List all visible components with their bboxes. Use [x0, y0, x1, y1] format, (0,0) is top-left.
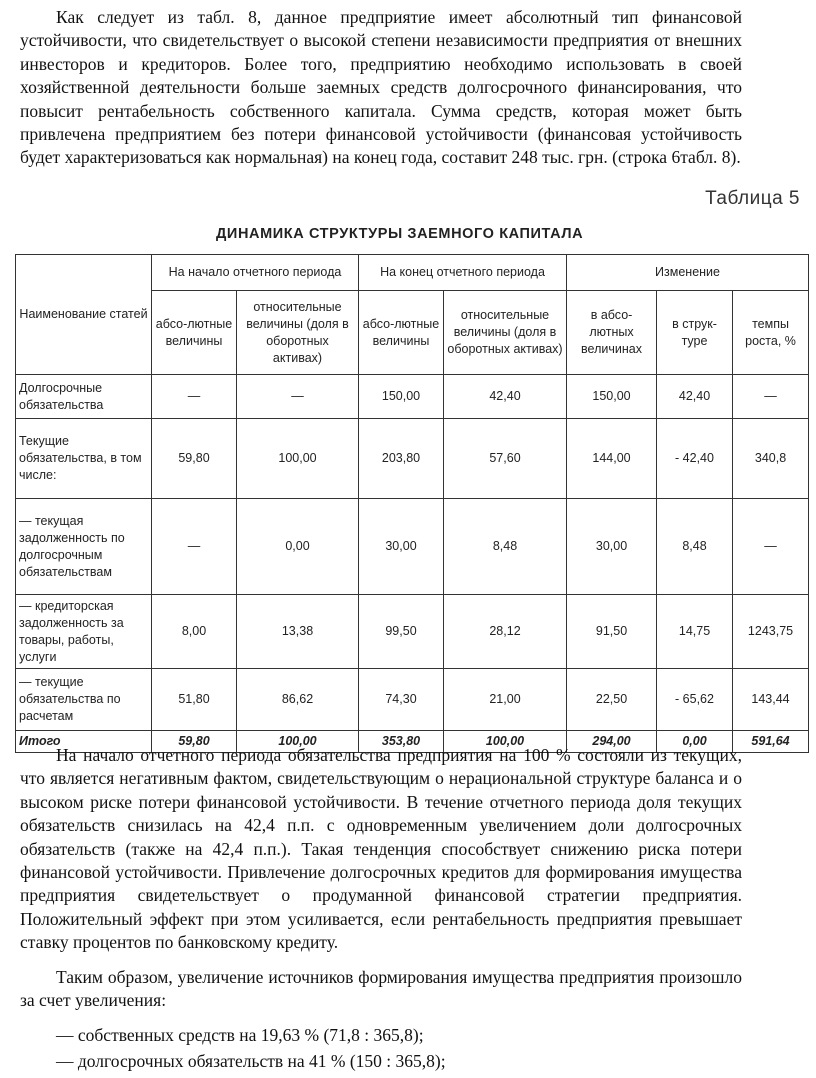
table-row — [16, 499, 809, 595]
row-label: — текущие обязательства по расчетам — [16, 669, 152, 731]
header-change-abs: в абсо-лютных величинах — [567, 291, 657, 375]
header-name: Наименование статей — [16, 255, 152, 375]
table-cell: 22,50 — [567, 669, 657, 731]
table-cell: 100,00 — [237, 731, 359, 753]
table-cell: 57,60 — [444, 419, 567, 499]
header-start: На начало отчетного периода — [152, 255, 359, 291]
table-cell: 30,00 — [359, 499, 444, 595]
table-cell: 1243,75 — [733, 595, 809, 669]
table-cell: 340,8 — [733, 419, 809, 499]
header-start-abs: абсо-лютные величины — [152, 291, 237, 375]
table-cell: — — [152, 499, 237, 595]
table-row — [16, 375, 809, 419]
table-cell: 28,12 — [444, 595, 567, 669]
header-change: Изменение — [567, 255, 809, 291]
table-cell: 42,40 — [657, 375, 733, 419]
header-end-rel: относительные величины (доля в оборотных активах) — [444, 291, 567, 375]
table-cell: 51,80 — [152, 669, 237, 731]
table-cell: — — [733, 375, 809, 419]
table-cell: 0,00 — [657, 731, 733, 753]
table-cell: — — [152, 375, 237, 419]
table-cell: 21,00 — [444, 669, 567, 731]
header-start-rel: относительные величины (доля в оборотных активах) — [237, 291, 359, 375]
header-end: На конец отчетного периода — [359, 255, 567, 291]
table-cell: 100,00 — [237, 419, 359, 499]
table-row — [16, 595, 809, 669]
table-cell: 59,80 — [152, 419, 237, 499]
table-cell: 74,30 — [359, 669, 444, 731]
table-cell: — — [237, 375, 359, 419]
conclusion-paragraph: Таким образом, увеличение источников формирования имущества предприятия произошло за счет увеличения: — [20, 967, 742, 1011]
borrowed-capital-table — [15, 254, 809, 753]
table-cell: 8,48 — [657, 499, 733, 595]
header-change-structure: в струк-туре — [657, 291, 733, 375]
table-cell: 99,50 — [359, 595, 444, 669]
row-label: — кредиторская задолженность за товары, работы, услуги — [16, 595, 152, 669]
row-label: Долгосрочные обязательства — [16, 375, 152, 419]
table-cell: 86,62 — [237, 669, 359, 731]
row-label: Итого — [16, 731, 152, 753]
table-cell: 42,40 — [444, 375, 567, 419]
table-number: Таблица 5 — [705, 188, 800, 209]
table-cell: 13,38 — [237, 595, 359, 669]
table-cell: 8,48 — [444, 499, 567, 595]
table-cell: 143,44 — [733, 669, 809, 731]
table-cell: - 65,62 — [657, 669, 733, 731]
table-cell: 294,00 — [567, 731, 657, 753]
header-change-rate: темпы роста, % — [733, 291, 809, 375]
table-cell: — — [733, 499, 809, 595]
table-cell: 8,00 — [152, 595, 237, 669]
table-cell: 100,00 — [444, 731, 567, 753]
table-cell: 14,75 — [657, 595, 733, 669]
header-end-abs: абсо-лютные величины — [359, 291, 444, 375]
list-item: — собственных средств на 19,63 % (71,8 : 365,8); — [56, 1025, 424, 1045]
row-label: — текущая задолженность по долгосрочным обязательствам — [16, 499, 152, 595]
table-cell: 591,64 — [733, 731, 809, 753]
table-cell: 353,80 — [359, 731, 444, 753]
table-cell: 150,00 — [567, 375, 657, 419]
table-row — [16, 669, 809, 731]
table-cell: 203,80 — [359, 419, 444, 499]
table-cell: 30,00 — [567, 499, 657, 595]
table-cell: 0,00 — [237, 499, 359, 595]
table-cell: - 42,40 — [657, 419, 733, 499]
table-title: ДИНАМИКА СТРУКТУРЫ ЗАЕМНОГО КАПИТАЛА — [216, 226, 584, 242]
table-cell: 150,00 — [359, 375, 444, 419]
table-cell: 91,50 — [567, 595, 657, 669]
intro-paragraph: Как следует из табл. 8, данное предприятие имеет абсолютный тип финансовой устойчивости, что свидетельствует о высокой степени независимости предприятия от внешних инвесторов и кредиторов. Более того, предприятию необходимо использовать в своей хозяйственной деятельности больше заемных средств долгосрочного финансирования, что повысит рентабельность собственного капитала. Сумма средств, которая может быть привлечена предприятием без потери финансовой устойчивости (финансовая устойчивость будет характеризоваться как нормальная) на конец года, составит 248 тыс. грн. (строка 6табл. 8). — [20, 7, 742, 168]
row-label: Текущие обязательства, в том числе: — [16, 419, 152, 499]
table-cell: 144,00 — [567, 419, 657, 499]
list-item: — долгосрочных обязательств на 41 % (150 : 365,8); — [56, 1051, 446, 1071]
analysis-paragraph: На начало отчетного периода обязательства предприятия на 100 % состояли из текущих, что является негативным фактом, свидетельствующим о нерациональной структуре баланса и о высоком риске потери финансовой устойчивости. В течение отчетного периода доля текущих обязательств снизилась на 42,4 п.п. с одновременным увеличением доли долгосрочных обязательств (также на 42,4 п.п.). Такая тенденция способствует снижению риска потери финансовой устойчивости. Привлечение долгосрочных кредитов для формирования имущества предприятия свидетельствует о продуманной финансовой стратегии предприятия. Положительный эффект при этом усиливается, если рентабельность предприятия превышает ставку процентов по банковскому кредиту. — [20, 745, 742, 953]
table-cell: 59,80 — [152, 731, 237, 753]
table-row — [16, 419, 809, 499]
